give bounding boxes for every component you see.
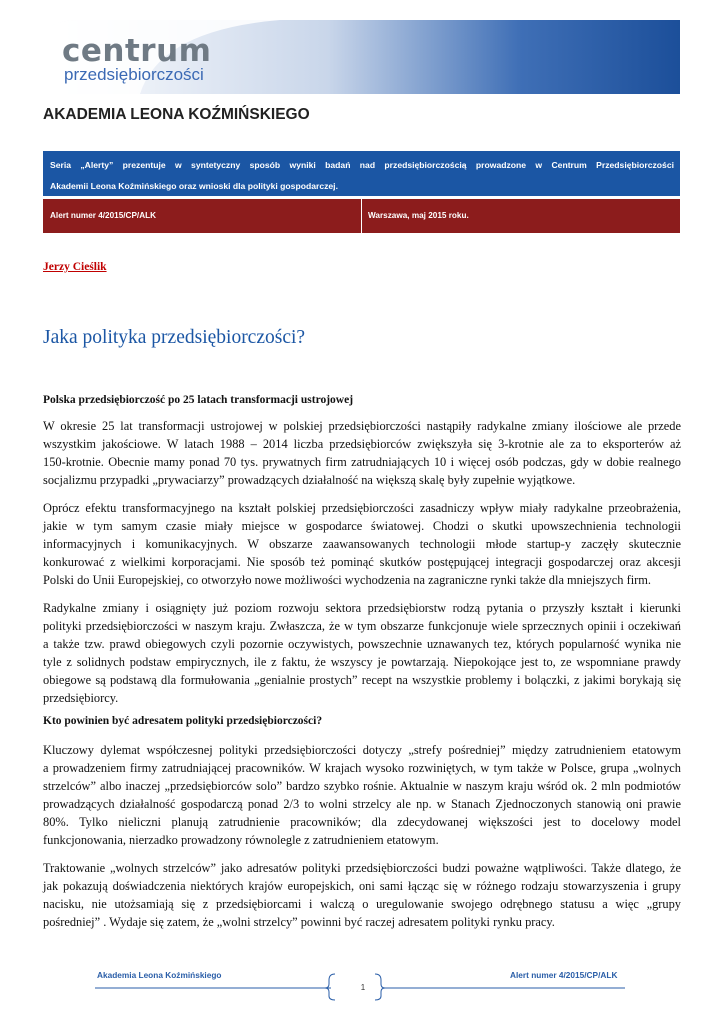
author-link[interactable]: Jerzy Cieślik bbox=[43, 261, 107, 273]
alert-info-bar bbox=[43, 199, 680, 233]
section-heading-1: Polska przedsiębiorczość po 25 latach transformacji ustrojowej bbox=[43, 394, 354, 406]
series-line-2: Akademii Leona Koźmińskiego oraz wnioski dla polityki gospodarczej. bbox=[50, 181, 338, 191]
paragraph-line: Polski do Unii Europejskiej, co otworzyło nowe możliwości wychodzenia na zagraniczne rynki także dla mniejszych firm. bbox=[43, 573, 651, 587]
alert-place-date: Warszawa, maj 2015 roku. bbox=[368, 211, 469, 220]
paragraph-line: prowadzących działalność gospodarczą ponad 2/3 to wolni strzelcy ale np. w Stanach Zjednoczonych stanowią oni prawie bbox=[43, 797, 681, 811]
paragraph-line: obiegowe są podstawą dla formułowania „genialnie prostych” recept na wszystkie problemy i bolączki, z jakimi borykają się bbox=[43, 673, 681, 687]
page-title: Jaka polityka przedsiębiorczości? bbox=[43, 327, 306, 348]
paragraph-line: socjalizmu przypadki „prywaciarzy” prowadzących działalność na większą skalę były zupełnie wyjątkowe. bbox=[43, 473, 576, 487]
paragraph-1 bbox=[43, 417, 681, 489]
paragraph-line: W okresie 25 lat transformacji ustrojowej w polskiej przedsiębiorczości nastąpiły radykalne zmiany ilościowe ale przede bbox=[43, 419, 681, 433]
paragraph-line: Traktowanie „wolnych strzelców” jako adresatów polityki przedsiębiorczości budzi poważne wątpliwości. Także dlatego, że bbox=[43, 861, 681, 875]
paragraph-line: tyle z solidnych podstaw empirycznych, ile z faktu, że wszyscy je powtarzają. Niepokojące jest to, ze wspomniane prawdy bbox=[43, 655, 681, 669]
logo-sub-text: przedsiębiorczości bbox=[64, 65, 204, 84]
paragraph-line: a prowadzeniem firmy zatrudniającej pracowników. W krajach wysoko rozwiniętych, w tym także w Polsce, grupa „wolnych bbox=[43, 761, 681, 775]
paragraph-line: konkurować z wielkimi korporacjami. Nie sposób też pominąć skutków postępującej integracji gospodarczej oraz akcesji bbox=[43, 555, 681, 569]
series-line-1: Seria „Alerty” prezentuje w syntetyczny sposób wyniki badań nad przedsiębiorczością prowadzone w Centrum Przedsiębiorczości bbox=[50, 160, 674, 170]
series-description-box bbox=[43, 151, 680, 196]
paragraph-line: pośredniej” . Wydaje się zatem, że „wolni strzelcy” powinni być raczej adresatem polityki rynku pracy. bbox=[43, 915, 555, 929]
paragraph-line: nacisku, nie utożsamiają się z przedsiębiorcami i walczą o uregulowanie swojego odrębnego statusu a więc „grupy bbox=[43, 897, 681, 911]
alert-number: Alert numer 4/2015/CP/ALK bbox=[43, 199, 362, 233]
paragraph-4 bbox=[43, 741, 681, 849]
paragraph-5 bbox=[43, 859, 681, 931]
paragraph-line: 150-krotnie. Obecnie mamy ponad 70 tys. prywatnych firm zatrudniających 10 i więcej osób podczas, gdy w dobie realnego bbox=[43, 455, 681, 469]
paragraph-line: informacyjnych i komunikacyjnych. W obszarze zaawansowanych technologii młode startup-y zaczęły skutecznie bbox=[43, 537, 681, 551]
page-number: 1 bbox=[360, 983, 366, 992]
footer-right-text: Alert numer 4/2015/CP/ALK bbox=[510, 970, 618, 980]
paragraph-line: a także tzw. prawd obiegowych czyli pozornie oczywistych, powszechnie uznawanych tez, których popularność wynika nie bbox=[43, 637, 681, 651]
paragraph-line: funkcjonowania, nierzadko prowadzony równolegle z zatrudnieniem etatowym. bbox=[43, 833, 439, 847]
paragraph-2 bbox=[43, 499, 681, 589]
paragraph-line: Radykalne zmiany i osiągnięty już poziom rozwoju sektora przedsiębiorstw rodzą pytania o przyszły kształt i kierunki bbox=[43, 601, 681, 615]
paragraph-line: 80%. Tylko nieliczni planują zatrudnienie pracowników; dla zdecydowanej większości jest to docelowy model bbox=[43, 815, 681, 829]
paragraph-line: polityki przedsiębiorczości w naszym kraju. Zwłaszcza, że w tym obszarze funkcjonuje wiele sprzecznych opinii i oczekiwań bbox=[43, 619, 681, 633]
footer-left-text: Akademia Leona Koźmińskiego bbox=[97, 970, 222, 980]
section-heading-2: Kto powinien być adresatem polityki przedsiębiorczości? bbox=[43, 715, 323, 727]
paragraph-3 bbox=[43, 599, 681, 707]
paragraph-line: strzelców” albo inaczej „przedsiębiorców solo” bardzo szybko rośnie. Aktualnie w naszym kraju wśród ok. 2 mln podmiotów bbox=[43, 779, 681, 793]
paragraph-line: jak pokazują doświadczenia niektórych krajów europejskich, oni sami łącząc się w różnego rodzaju stowarzyszenia i grupy bbox=[43, 879, 681, 893]
paragraph-line: jakie w tym samym czasie miały miejsce w gospodarce światowej. Chodzi o skutki upowszechnienia technologii bbox=[43, 519, 681, 533]
paragraph-line: wszystkim jakościowe. W latach 1988 – 2014 liczba przedsiębiorców zwiększyła się 3-krotnie ale za to eksporterów aż bbox=[43, 437, 681, 451]
institution-name: AKADEMIA LEONA KOŹMIŃSKIEGO bbox=[43, 106, 310, 123]
paragraph-line: przedsiębiorcy. bbox=[43, 691, 119, 705]
paragraph-line: Kluczowy dylemat współczesnej polityki przedsiębiorczości dotyczy „strefy pośredniej” między zatrudnieniem etatowym bbox=[43, 743, 681, 757]
logo-main-text: centrum bbox=[62, 33, 212, 69]
paragraph-line: Oprócz efektu transformacyjnego na kształt polskiej przedsiębiorczości zasadniczy wpływ miały radykalne przeobrażenia, bbox=[43, 501, 681, 515]
